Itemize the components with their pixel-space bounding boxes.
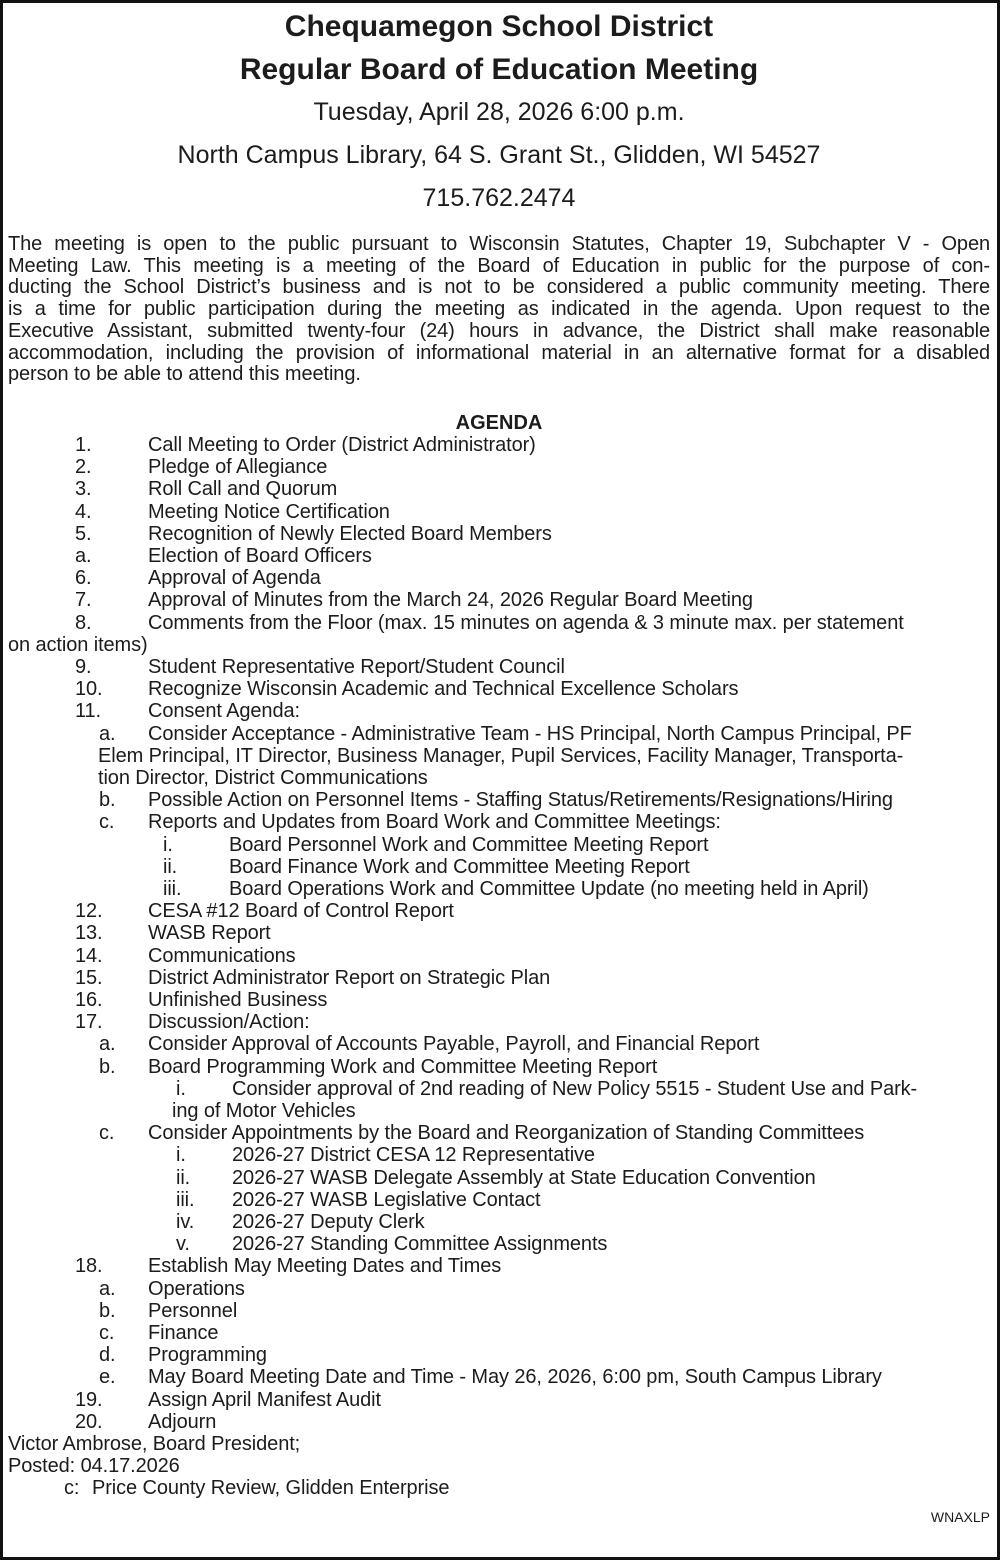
item-marker: 18. xyxy=(75,1255,103,1278)
item-text: Pledge of Allegiance xyxy=(148,456,328,479)
item-text-continuation: ing of Motor Vehicles xyxy=(172,1100,356,1123)
agenda-item xyxy=(8,1011,990,1033)
meeting-title: Regular Board of Education Meeting xyxy=(239,53,759,86)
agenda-item xyxy=(8,1167,990,1189)
item-marker: 3. xyxy=(75,478,92,501)
item-marker: b. xyxy=(99,1055,116,1078)
item-marker: 19. xyxy=(75,1388,103,1411)
agenda-item xyxy=(8,612,990,656)
agenda-item xyxy=(8,834,990,856)
meeting-location: North Campus Library, 64 S. Grant St., Glidden, WI 54527 xyxy=(177,141,821,169)
item-marker: 8. xyxy=(75,611,92,634)
agenda-item xyxy=(8,1322,990,1344)
board-president-signature: Victor Ambrose, Board President; xyxy=(8,1433,301,1456)
item-marker: 7. xyxy=(75,589,92,612)
agenda-item xyxy=(8,1189,990,1211)
agenda-item xyxy=(8,656,990,678)
item-text: Reports and Updates from Board Work and Committee Meetings: xyxy=(148,811,721,834)
item-text: Board Personnel Work and Committee Meeting Report xyxy=(229,833,709,856)
item-marker: iii. xyxy=(176,1188,195,1211)
item-marker: 1. xyxy=(75,433,92,456)
agenda-item xyxy=(8,723,990,790)
item-marker: 20. xyxy=(75,1410,103,1433)
item-marker: a. xyxy=(99,722,116,745)
agenda-item xyxy=(8,945,990,967)
phone-number: 715.762.2474 xyxy=(422,184,576,212)
item-marker: 2. xyxy=(75,456,92,479)
item-text: WASB Report xyxy=(148,922,271,945)
item-marker: e. xyxy=(99,1366,116,1389)
item-marker: v. xyxy=(176,1233,190,1256)
item-marker: c. xyxy=(99,811,115,834)
item-marker: b. xyxy=(99,1299,116,1322)
item-marker: d. xyxy=(99,1344,116,1367)
item-text: Recognize Wisconsin Academic and Technical Excellence Scholars xyxy=(148,678,739,701)
item-text: Election of Board Officers xyxy=(148,544,372,567)
agenda-item xyxy=(8,456,990,478)
meeting-datetime: Tuesday, April 28, 2026 6:00 p.m. xyxy=(313,98,685,126)
item-text: Consider Approval of Accounts Payable, Payroll, and Financial Report xyxy=(148,1033,760,1056)
agenda-item xyxy=(8,811,990,833)
item-text-continuation: tion Director, District Communications xyxy=(98,766,428,789)
agenda-item xyxy=(8,1389,990,1411)
item-text: Possible Action on Personnel Items - Staffing Status/Retirements/Resignations/Hiring xyxy=(148,789,893,812)
item-text: 2026-27 Deputy Clerk xyxy=(232,1211,425,1234)
item-marker: 6. xyxy=(75,567,92,590)
item-marker: 14. xyxy=(75,944,103,967)
item-text: Personnel xyxy=(148,1299,238,1322)
cc-publications: Price County Review, Glidden Enterprise xyxy=(92,1477,450,1500)
agenda-item xyxy=(8,1255,990,1277)
agenda-item xyxy=(8,478,990,500)
agenda-item xyxy=(8,501,990,523)
agenda-item xyxy=(8,1300,990,1322)
item-text: May Board Meeting Date and Time - May 26, 2026, 6:00 pm, South Campus Library xyxy=(148,1366,882,1389)
open-meeting-notice xyxy=(8,234,990,386)
item-marker: 12. xyxy=(75,900,103,923)
item-marker: b. xyxy=(99,789,116,812)
agenda-item xyxy=(8,1233,990,1255)
agenda-item xyxy=(8,567,990,589)
item-text: Consent Agenda: xyxy=(148,700,300,723)
item-marker: c. xyxy=(99,1122,115,1145)
item-text: Communications xyxy=(148,944,296,967)
agenda-item xyxy=(8,700,990,722)
agenda-heading: AGENDA xyxy=(455,411,543,434)
item-text: Assign April Manifest Audit xyxy=(148,1388,381,1411)
item-marker: iv. xyxy=(176,1211,195,1234)
item-text: Establish May Meeting Dates and Times xyxy=(148,1255,502,1278)
item-text: Board Finance Work and Committee Meeting Report xyxy=(229,855,690,878)
item-marker: iii. xyxy=(163,877,182,900)
agenda-item xyxy=(8,434,990,456)
item-text: Comments from the Floor (max. 15 minutes on agenda & 3 minute max. per statement xyxy=(148,611,904,634)
wnaxlp-mark: WNAXLP xyxy=(930,1508,990,1525)
item-marker: 5. xyxy=(75,522,92,545)
notice-line: accommodation, including the provision of informational material in an alternative format for a disabled xyxy=(8,341,990,364)
item-marker: ii. xyxy=(163,855,178,878)
notice-line: Meeting Law. This meeting is a meeting of the Board of Education in public for the purpose of con- xyxy=(8,254,990,277)
item-text: Unfinished Business xyxy=(148,989,328,1011)
item-marker: 15. xyxy=(75,966,103,989)
agenda-item xyxy=(8,678,990,700)
notice-line: ducting the School District’s business and is not to be considered a public community meeting. There xyxy=(8,276,990,299)
notice-line: is a time for public participation during the meeting as indicated in the agenda. Upon request to the xyxy=(8,298,990,321)
agenda-item xyxy=(8,1344,990,1366)
item-marker: 16. xyxy=(75,989,103,1011)
agenda-item xyxy=(8,1366,990,1388)
agenda-item xyxy=(8,1278,990,1300)
item-text: 2026-27 District CESA 12 Representative xyxy=(232,1144,595,1167)
item-marker: a. xyxy=(99,1033,116,1056)
item-text: Approval of Minutes from the March 24, 2026 Regular Board Meeting xyxy=(148,589,753,612)
agenda-item xyxy=(8,1056,990,1078)
item-text: Discussion/Action: xyxy=(148,1011,310,1034)
agenda-item xyxy=(8,1122,990,1144)
agenda-item xyxy=(8,922,990,944)
item-text: 2026-27 Standing Committee Assignments xyxy=(232,1233,608,1256)
agenda-item xyxy=(8,1411,990,1433)
item-marker: i. xyxy=(176,1144,186,1167)
agenda-item xyxy=(8,989,990,1011)
item-marker: i. xyxy=(163,833,173,856)
item-text: Meeting Notice Certification xyxy=(148,500,390,523)
agenda-item xyxy=(8,967,990,989)
item-text: 2026-27 WASB Delegate Assembly at State Education Convention xyxy=(232,1166,816,1189)
item-text: Roll Call and Quorum xyxy=(148,478,338,501)
item-marker: c. xyxy=(99,1322,115,1345)
agenda-item xyxy=(8,523,990,545)
notice-line: person to be able to attend this meeting. xyxy=(8,363,361,386)
item-text: Programming xyxy=(148,1344,267,1367)
notice-line: The meeting is open to the public pursuant to Wisconsin Statutes, Chapter 19, Subchapter V - Open xyxy=(8,233,990,255)
item-marker: i. xyxy=(176,1077,186,1100)
notice-line: Executive Assistant, submitted twenty-four (24) hours in advance, the District shall make reasonable xyxy=(8,319,990,342)
agenda-item xyxy=(8,1078,990,1122)
agenda-item xyxy=(8,878,990,900)
item-text: Consider Acceptance - Administrative Team - HS Principal, North Campus Principal, PF xyxy=(148,722,912,745)
cc-line xyxy=(8,1477,990,1499)
item-text: CESA #12 Board of Control Report xyxy=(148,900,454,923)
item-text: Board Programming Work and Committee Meeting Report xyxy=(148,1055,658,1078)
item-text: Consider approval of 2nd reading of New Policy 5515 - Student Use and Park- xyxy=(232,1077,918,1100)
item-text: Call Meeting to Order (District Administrator) xyxy=(148,433,536,456)
agenda-item xyxy=(8,900,990,922)
posted-date: Posted: 04.17.2026 xyxy=(8,1455,180,1478)
item-marker: 17. xyxy=(75,1011,103,1034)
item-text: District Administrator Report on Strategic Plan xyxy=(148,966,551,989)
agenda-item xyxy=(8,545,990,567)
item-marker: 13. xyxy=(75,922,103,945)
district-name: Chequamegon School District xyxy=(284,10,714,43)
item-marker: a. xyxy=(75,544,92,567)
item-text: Board Operations Work and Committee Update (no meeting held in April) xyxy=(229,877,869,900)
agenda-item xyxy=(8,1144,990,1166)
notice-footer xyxy=(8,1433,990,1525)
item-marker: a. xyxy=(99,1277,116,1300)
item-text: 2026-27 WASB Legislative Contact xyxy=(232,1188,541,1211)
item-text: Finance xyxy=(148,1322,219,1345)
item-text: Recognition of Newly Elected Board Members xyxy=(148,522,552,545)
agenda-list xyxy=(8,434,990,1433)
item-text: Adjourn xyxy=(148,1410,217,1433)
item-marker: ii. xyxy=(176,1166,191,1189)
item-text-continuation: Elem Principal, IT Director, Business Manager, Pupil Services, Facility Manager, Transporta- xyxy=(98,744,904,767)
agenda-item xyxy=(8,1211,990,1233)
agenda-item xyxy=(8,789,990,811)
item-marker: 10. xyxy=(75,678,103,701)
item-marker: 11. xyxy=(75,700,102,723)
agenda-item xyxy=(8,589,990,611)
item-text: Operations xyxy=(148,1277,245,1300)
agenda-item xyxy=(8,856,990,878)
item-text: Approval of Agenda xyxy=(148,567,321,590)
item-marker: 9. xyxy=(75,655,92,678)
cc-marker: c: xyxy=(64,1477,80,1500)
item-text: Student Representative Report/Student Council xyxy=(148,655,565,678)
item-marker: 4. xyxy=(75,500,92,523)
item-text: Consider Appointments by the Board and Reorganization of Standing Committees xyxy=(148,1122,865,1145)
agenda-item xyxy=(8,1033,990,1055)
item-text-continuation: on action items) xyxy=(8,633,148,656)
